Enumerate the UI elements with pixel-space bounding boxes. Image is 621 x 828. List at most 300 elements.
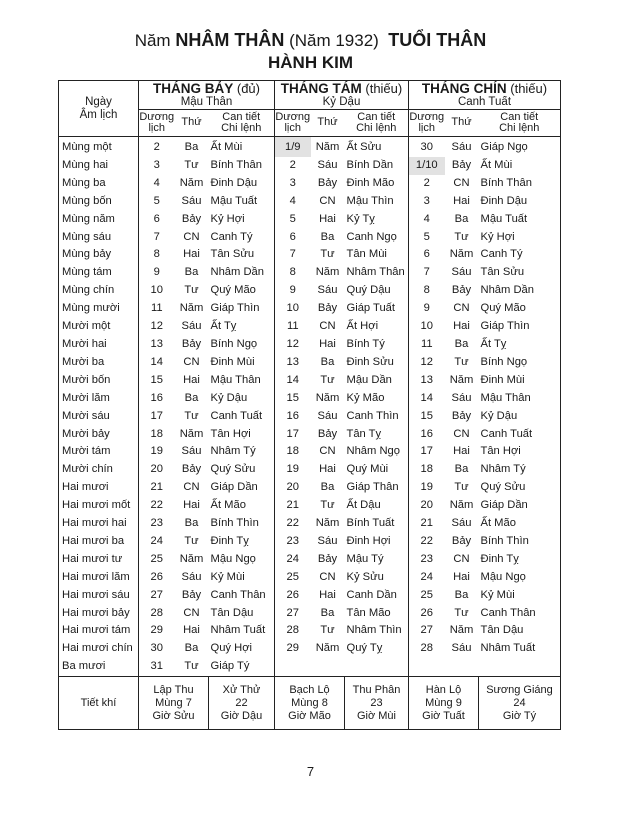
cell-can-chi: Bính Tý	[345, 336, 409, 354]
table-row	[59, 354, 561, 372]
cell-can-chi: Ất Hợi	[345, 318, 409, 336]
cell-can-chi: Canh Thân	[209, 587, 275, 605]
cell-weekday: CN	[453, 302, 470, 315]
cell-weekday: Hai	[453, 445, 470, 458]
cell-can-chi: Ất Mùi	[209, 137, 275, 157]
cell-can-chi: Bính Thìn	[479, 533, 561, 551]
cell-can-chi: Mậu Thân	[209, 372, 275, 390]
row-lunar-day-label: Ba mươi	[59, 658, 139, 676]
cell-solar-date: 2	[153, 141, 160, 153]
month-header-3: THÁNG CHÍN (thiếu)	[409, 81, 561, 97]
tiet-khi-cell: Lập Thu Mùng 7 Giờ Sửu	[139, 677, 209, 730]
table-row	[59, 408, 561, 426]
table-row	[59, 390, 561, 408]
cell-solar-date: 27	[286, 606, 299, 619]
cell-solar-date: 13	[286, 355, 299, 368]
cell-can-chi: Ất Mão	[209, 497, 275, 515]
row-lunar-day-label: Mùng bốn	[59, 193, 139, 211]
cell-solar-date: 22	[286, 517, 299, 530]
cell-solar-date: 13	[150, 337, 163, 350]
cell-can-chi: Bính Dần	[345, 157, 409, 175]
table-row	[59, 605, 561, 623]
cell-solar-date: 11	[150, 302, 163, 315]
cell-can-chi: Ất Tỵ	[209, 318, 275, 336]
table-row	[59, 622, 561, 640]
cell-can-chi	[345, 658, 409, 676]
table-row	[59, 640, 561, 658]
cell-solar-date: 23	[420, 552, 433, 565]
cell-can-chi: Canh Tý	[209, 229, 275, 247]
cell-weekday: Hai	[183, 624, 200, 637]
cell-solar-date: 24	[420, 570, 433, 583]
cell-solar-date: 7	[153, 230, 160, 243]
cell-weekday: Hai	[183, 248, 200, 261]
cell-can-chi: Tân Dậu	[209, 605, 275, 623]
row-lunar-day-label: Hai mươi chín	[59, 640, 139, 658]
cell-weekday: CN	[319, 570, 336, 583]
cell-weekday	[311, 658, 345, 676]
cell-weekday: Tư	[184, 534, 199, 547]
cell-can-chi: Kỷ Hợi	[479, 229, 561, 247]
cell-solar-date: 24	[150, 534, 163, 547]
cell-solar-date: 2	[289, 158, 296, 171]
cell-weekday: Năm	[179, 427, 204, 440]
cell-can-chi: Giáp Tý	[209, 658, 275, 676]
cell-can-chi: Đinh Mùi	[479, 372, 561, 390]
cell-can-chi: Quý Sửu	[209, 461, 275, 479]
cell-can-chi: Đinh Sửu	[345, 354, 409, 372]
cell-can-chi: Tân Mão	[345, 605, 409, 623]
cell-solar-date: 8	[423, 284, 430, 297]
cell-solar-date: 21	[150, 481, 163, 494]
cell-weekday: Ba	[454, 212, 469, 225]
lunar-calendar-table	[58, 80, 561, 730]
cell-solar-date: 10	[150, 284, 163, 297]
cell-solar-date: 29	[286, 642, 299, 655]
title-tuoi: TUỔI THÂN	[388, 30, 487, 50]
cell-can-chi: Bính Thân	[479, 175, 561, 193]
cell-can-chi: Tân Sửu	[479, 264, 561, 282]
cell-can-chi: Bính Thìn	[209, 515, 275, 533]
title-prefix: Năm	[134, 31, 171, 50]
cell-can-chi: Mậu Tý	[345, 551, 409, 569]
table-row	[59, 533, 561, 551]
cell-solar-date: 14	[420, 391, 433, 404]
cell-solar-date: 23	[286, 534, 299, 547]
cell-weekday: Bảy	[181, 337, 202, 350]
cell-can-chi: Nhâm Thân	[345, 264, 409, 282]
cell-weekday: Sáu	[317, 158, 338, 171]
cell-can-chi: Ất Mão	[479, 515, 561, 533]
cell-solar-date: 19	[286, 463, 299, 476]
cell-weekday: CN	[319, 445, 336, 458]
cell-weekday: Năm	[449, 248, 474, 261]
cell-can-chi: Giáp Dần	[209, 479, 275, 497]
cell-can-chi: Canh Thân	[479, 605, 561, 623]
row-lunar-day-label: Mười tám	[59, 443, 139, 461]
cell-solar-date: 30	[150, 642, 163, 655]
table-row	[59, 193, 561, 211]
cell-weekday: Hai	[183, 373, 200, 386]
header-ngay-am-lich: Ngày Âm lịch	[59, 81, 139, 137]
cell-can-chi: Kỷ Mão	[345, 390, 409, 408]
cell-solar-date: 5	[289, 212, 296, 225]
cell-solar-date: 8	[153, 248, 160, 261]
cell-weekday: CN	[319, 194, 336, 207]
cell-can-chi: Canh Ngọ	[345, 229, 409, 247]
cell-solar-date: 3	[423, 194, 430, 207]
cell-solar-date: 7	[423, 266, 430, 279]
cell-can-chi: Giáp Thìn	[209, 300, 275, 318]
cell-solar-date: 4	[289, 194, 296, 207]
cell-can-chi: Nhâm Tý	[209, 443, 275, 461]
cell-solar-date: 21	[286, 499, 299, 512]
cell-solar-date: 19	[150, 445, 163, 458]
row-lunar-day-label: Mùng hai	[59, 157, 139, 175]
row-lunar-day-label: Hai mươi sáu	[59, 587, 139, 605]
table-row	[59, 426, 561, 444]
cell-weekday: Tư	[454, 606, 469, 619]
cell-can-chi: Kỷ Mùi	[209, 569, 275, 587]
table-row	[59, 246, 561, 264]
cell-solar-date: 29	[150, 624, 163, 637]
cell-can-chi: Mậu Tuất	[209, 193, 275, 211]
row-lunar-day-label: Mùng năm	[59, 211, 139, 229]
cell-can-chi: Kỷ Sửu	[345, 569, 409, 587]
cell-solar-date: 9	[289, 284, 296, 297]
col-thu: Thứ	[181, 116, 202, 129]
cell-solar-date: 1/10	[409, 157, 445, 175]
table-row	[59, 372, 561, 390]
cell-weekday: Ba	[184, 642, 199, 655]
cell-solar-date: 16	[286, 409, 299, 422]
row-lunar-day-label: Mười sáu	[59, 408, 139, 426]
cell-can-chi: Quý Mão	[209, 282, 275, 300]
cell-can-chi: Tân Hợi	[209, 426, 275, 444]
cell-weekday: Sáu	[181, 194, 202, 207]
cell-weekday: Tư	[320, 248, 335, 261]
month-can-2: Kỷ Dậu	[275, 96, 409, 110]
cell-can-chi: Bính Thân	[209, 157, 275, 175]
table-row	[59, 461, 561, 479]
cell-weekday: Năm	[315, 266, 340, 279]
table-row	[59, 479, 561, 497]
cell-solar-date: 17	[150, 409, 163, 422]
cell-can-chi: Tân Tỵ	[345, 426, 409, 444]
cell-solar-date: 27	[150, 588, 163, 601]
cell-weekday: Hai	[319, 588, 336, 601]
cell-solar-date: 5	[153, 194, 160, 207]
cell-can-chi: Đinh Tỵ	[479, 551, 561, 569]
cell-can-chi: Quý Sửu	[479, 479, 561, 497]
cell-can-chi: Mậu Thân	[479, 390, 561, 408]
cell-solar-date: 9	[423, 302, 430, 315]
col-thu: Thứ	[317, 116, 338, 129]
table-row	[59, 336, 561, 354]
table-row	[59, 157, 561, 175]
tiet-khi-label: Tiết khí	[59, 677, 139, 730]
cell-solar-date: 1/9	[275, 137, 311, 157]
cell-can-chi: Nhâm Dần	[209, 264, 275, 282]
row-lunar-day-label: Mùng một	[59, 137, 139, 157]
cell-can-chi: Mậu Thìn	[345, 193, 409, 211]
cell-can-chi: Canh Thìn	[345, 408, 409, 426]
cell-weekday: Năm	[449, 624, 474, 637]
row-lunar-day-label: Mười hai	[59, 336, 139, 354]
cell-solar-date: 28	[420, 642, 433, 655]
row-lunar-day-label: Mùng tám	[59, 264, 139, 282]
cell-solar-date: 21	[420, 517, 433, 530]
cell-weekday: CN	[453, 427, 470, 440]
cell-weekday: Năm	[179, 302, 204, 315]
cell-can-chi: Đinh Dậu	[209, 175, 275, 193]
cell-can-chi: Giáp Dần	[479, 497, 561, 515]
cell-weekday: Năm	[449, 373, 474, 386]
cell-weekday: Sáu	[317, 534, 338, 547]
cell-weekday: Sáu	[451, 517, 472, 530]
cell-weekday: Bảy	[317, 427, 338, 440]
cell-weekday: Sáu	[181, 570, 202, 583]
cell-solar-date: 11	[420, 337, 433, 350]
row-lunar-day-label: Mùng sáu	[59, 229, 139, 247]
cell-weekday: Hai	[319, 212, 336, 225]
row-lunar-day-label: Mười ba	[59, 354, 139, 372]
cell-weekday: Bảy	[317, 176, 338, 189]
cell-can-chi: Mậu Dần	[345, 372, 409, 390]
cell-solar-date: 28	[150, 606, 163, 619]
cell-weekday: Sáu	[181, 320, 202, 333]
cell-weekday: Hai	[453, 570, 470, 583]
cell-weekday: CN	[183, 606, 200, 619]
cell-weekday: Ba	[184, 141, 199, 153]
cell-weekday: Ba	[320, 355, 335, 368]
cell-weekday: Tư	[454, 355, 469, 368]
cell-can-chi: Nhâm Dần	[479, 282, 561, 300]
cell-can-chi: Đinh Tỵ	[209, 533, 275, 551]
cell-can-chi: Kỷ Hợi	[209, 211, 275, 229]
col-thu: Thứ	[451, 116, 472, 129]
cell-solar-date: 17	[286, 427, 299, 440]
row-lunar-day-label: Hai mươi bảy	[59, 605, 139, 623]
row-lunar-day-label: Hai mươi ba	[59, 533, 139, 551]
col-duong-lich: Dương lịch	[409, 110, 445, 134]
cell-weekday: Sáu	[451, 141, 472, 153]
cell-solar-date: 5	[423, 230, 430, 243]
cell-solar-date: 20	[420, 499, 433, 512]
cell-weekday: Tư	[184, 409, 199, 422]
cell-solar-date: 17	[420, 445, 433, 458]
cell-solar-date: 6	[289, 230, 296, 243]
cell-weekday: Bảy	[317, 302, 338, 315]
cell-solar-date: 16	[420, 427, 433, 440]
cell-weekday: Hai	[453, 320, 470, 333]
cell-can-chi: Bính Ngọ	[479, 354, 561, 372]
cell-weekday: Ba	[320, 606, 335, 619]
cell-weekday: Ba	[184, 517, 199, 530]
cell-can-chi: Ất Mùi	[479, 157, 561, 175]
row-lunar-day-label: Hai mươi tư	[59, 551, 139, 569]
cell-can-chi: Đinh Dậu	[479, 193, 561, 211]
cell-solar-date: 16	[150, 391, 163, 404]
col-duong-lich: Dương lịch	[139, 110, 175, 134]
row-lunar-day-label: Hai mươi tám	[59, 622, 139, 640]
cell-solar-date: 6	[423, 248, 430, 261]
cell-weekday: Bảy	[451, 409, 472, 422]
col-duong-lich: Dương lịch	[275, 110, 311, 134]
cell-weekday: Sáu	[451, 642, 472, 655]
title-year-name: NHÂM THÂN	[175, 30, 285, 50]
cell-can-chi: Giáp Tuất	[345, 300, 409, 318]
cell-can-chi: Kỷ Dậu	[479, 408, 561, 426]
cell-solar-date: 22	[150, 499, 163, 512]
tiet-khi-cell: Thu Phân 23 Giờ Mùi	[345, 677, 409, 730]
cell-weekday: Hai	[453, 194, 470, 207]
col-can-tiet: Can tiết Chi lệnh	[209, 110, 275, 137]
cell-can-chi: Quý Hợi	[209, 640, 275, 658]
month-header-2: THÁNG TÁM (thiếu)	[275, 81, 409, 97]
col-can-tiet: Can tiết Chi lệnh	[479, 110, 561, 137]
cell-solar-date	[409, 658, 445, 676]
cell-can-chi: Giáp Thìn	[479, 318, 561, 336]
cell-weekday: Ba	[454, 588, 469, 601]
row-lunar-day-label: Hai mươi	[59, 479, 139, 497]
table-row	[59, 569, 561, 587]
cell-weekday: Tư	[320, 373, 335, 386]
cell-solar-date: 20	[150, 463, 163, 476]
cell-can-chi: Kỷ Tỵ	[345, 211, 409, 229]
cell-weekday: Tư	[454, 230, 469, 243]
cell-solar-date: 12	[286, 337, 299, 350]
cell-can-chi: Tân Sửu	[209, 246, 275, 264]
month-can-3: Canh Tuất	[409, 96, 561, 110]
cell-solar-date: 3	[289, 176, 296, 189]
cell-weekday: Ba	[454, 463, 469, 476]
cell-can-chi: Quý Mão	[479, 300, 561, 318]
table-row	[59, 229, 561, 247]
cell-solar-date: 20	[286, 481, 299, 494]
cell-solar-date: 15	[150, 373, 163, 386]
table-row	[59, 497, 561, 515]
cell-weekday: CN	[183, 230, 200, 243]
cell-solar-date: 3	[153, 158, 160, 171]
cell-can-chi: Nhâm Tuất	[209, 622, 275, 640]
cell-can-chi: Kỷ Dậu	[209, 390, 275, 408]
cell-can-chi: Ất Tỵ	[479, 336, 561, 354]
cell-weekday: Hai	[319, 337, 336, 350]
cell-can-chi: Bính Ngọ	[209, 336, 275, 354]
cell-can-chi: Đinh Mão	[345, 175, 409, 193]
cell-solar-date: 22	[420, 534, 433, 547]
cell-solar-date: 26	[286, 588, 299, 601]
cell-solar-date: 28	[286, 624, 299, 637]
row-lunar-day-label: Mười một	[59, 318, 139, 336]
table-row	[59, 282, 561, 300]
row-lunar-day-label: Mười bốn	[59, 372, 139, 390]
cell-weekday: CN	[453, 176, 470, 189]
cell-solar-date: 25	[150, 552, 163, 565]
row-lunar-day-label: Mùng bảy	[59, 246, 139, 264]
cell-can-chi: Canh Tuất	[479, 426, 561, 444]
cell-solar-date: 7	[289, 248, 296, 261]
cell-can-chi	[479, 658, 561, 676]
cell-can-chi: Mậu Ngọ	[479, 569, 561, 587]
cell-solar-date: 6	[153, 212, 160, 225]
cell-solar-date: 25	[420, 588, 433, 601]
cell-weekday: Tư	[184, 660, 199, 673]
table-row	[59, 587, 561, 605]
cell-weekday: Sáu	[451, 391, 472, 404]
cell-weekday: Tư	[454, 481, 469, 494]
title-year-paren: (Năm 1932)	[289, 31, 379, 50]
cell-can-chi: Quý Mùi	[345, 461, 409, 479]
month-header-1: THÁNG BẢY (đủ)	[139, 81, 275, 97]
cell-can-chi: Kỷ Mùi	[479, 587, 561, 605]
cell-weekday: Ba	[320, 481, 335, 494]
cell-can-chi: Quý Dậu	[345, 282, 409, 300]
cell-can-chi: Ất Dậu	[345, 497, 409, 515]
cell-solar-date: 24	[286, 552, 299, 565]
cell-weekday: Tư	[184, 158, 199, 171]
cell-weekday: Bảy	[181, 463, 202, 476]
cell-solar-date: 19	[420, 481, 433, 494]
cell-weekday: Ba	[454, 337, 469, 350]
page-number: 7	[306, 764, 315, 779]
table-row	[59, 318, 561, 336]
table-row	[59, 300, 561, 318]
cell-solar-date: 10	[286, 302, 299, 315]
cell-can-chi: Nhâm Thìn	[345, 622, 409, 640]
cell-weekday: Tư	[320, 624, 335, 637]
cell-solar-date: 15	[286, 391, 299, 404]
cell-weekday: Năm	[179, 176, 204, 189]
cell-solar-date: 4	[423, 212, 430, 225]
cell-solar-date: 14	[286, 373, 299, 386]
cell-can-chi: Ất Sửu	[345, 137, 409, 157]
cell-solar-date: 4	[153, 176, 160, 189]
cell-weekday: Năm	[449, 499, 474, 512]
row-lunar-day-label: Mùng ba	[59, 175, 139, 193]
tiet-khi-cell: Bạch Lộ Mùng 8 Giờ Mão	[275, 677, 345, 730]
row-lunar-day-label: Mười lăm	[59, 390, 139, 408]
tiet-khi-cell: Xử Thử 22 Giờ Dậu	[209, 677, 275, 730]
cell-can-chi: Tân Dậu	[479, 622, 561, 640]
row-lunar-day-label: Mười bảy	[59, 426, 139, 444]
cell-weekday: Tư	[320, 499, 335, 512]
cell-can-chi: Giáp Thân	[345, 479, 409, 497]
cell-solar-date: 18	[420, 463, 433, 476]
cell-can-chi: Canh Tý	[479, 246, 561, 264]
cell-weekday: Bảy	[451, 284, 472, 297]
cell-can-chi: Quý Tỵ	[345, 640, 409, 658]
row-lunar-day-label: Mùng chín	[59, 282, 139, 300]
cell-solar-date: 31	[150, 660, 163, 673]
cell-weekday: CN	[453, 552, 470, 565]
table-row	[59, 175, 561, 193]
tiet-khi-cell: Sương Giáng 24 Giờ Tý	[479, 677, 561, 730]
cell-solar-date	[275, 658, 311, 676]
row-lunar-day-label: Mùng mười	[59, 300, 139, 318]
cell-weekday: Sáu	[317, 284, 338, 297]
table-row	[59, 658, 561, 676]
cell-weekday: CN	[319, 320, 336, 333]
month-can-1: Mậu Thân	[139, 96, 275, 110]
page-title	[0, 30, 621, 51]
cell-can-chi: Canh Tuất	[209, 408, 275, 426]
table-row	[59, 211, 561, 229]
cell-solar-date: 30	[420, 141, 433, 153]
cell-weekday: Bảy	[451, 534, 472, 547]
cell-weekday: Năm	[315, 391, 340, 404]
